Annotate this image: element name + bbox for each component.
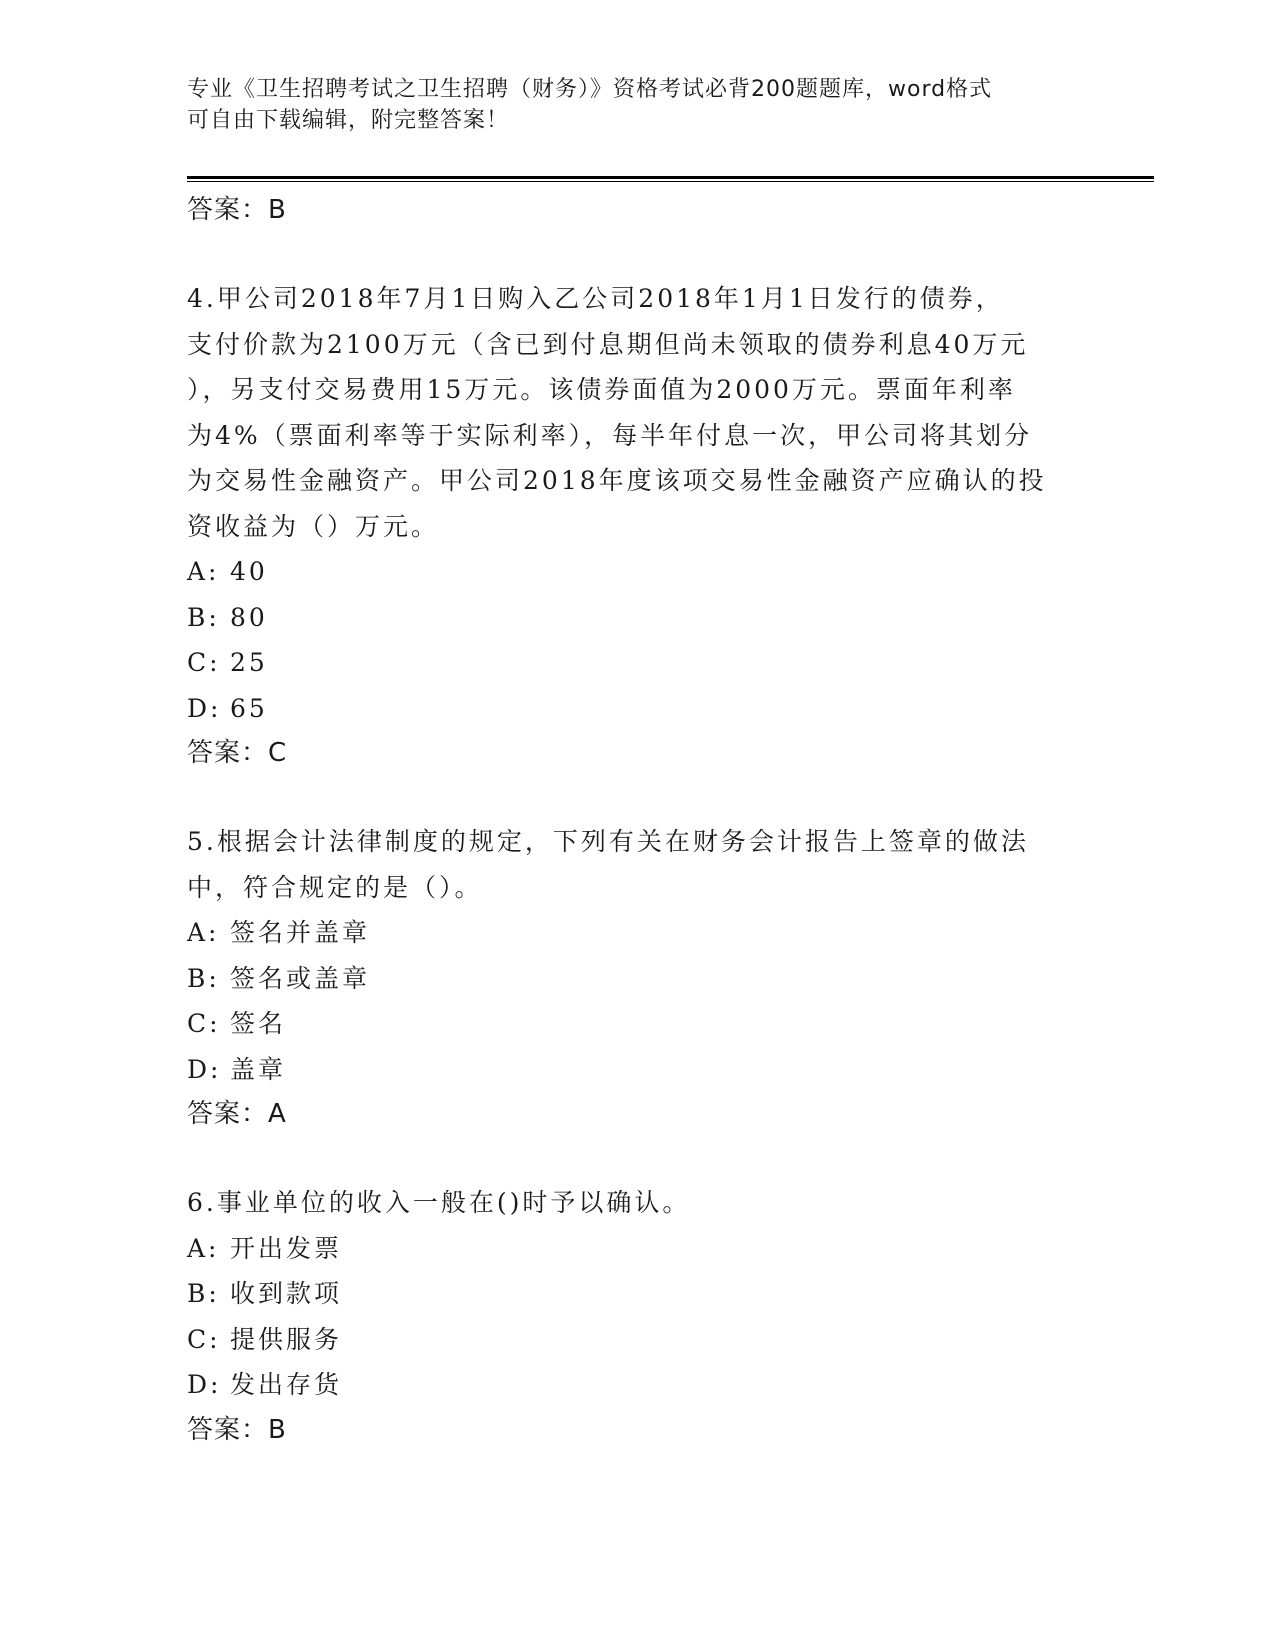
question-text-line: 为4%（票面利率等于实际利率），每半年付息一次，甲公司将其划分 <box>187 420 1033 450</box>
header-line-1: 专业《卫生招聘考试之卫生招聘（财务）》资格考试必背200题题库，word格式 <box>187 77 993 102</box>
option-text: 收到款项 <box>230 1279 343 1308</box>
question-text-line: 支付价款为2100万元（含已到付息期但尚未领取的债券利息40万元 <box>187 329 1029 359</box>
option-a <box>187 549 1087 595</box>
document-header <box>187 74 1067 136</box>
question-item <box>187 819 1087 1137</box>
answer-line <box>187 1092 1087 1137</box>
option-key: B: <box>187 602 220 632</box>
option-d <box>187 1047 1087 1093</box>
header-line-2: 可自由下载编辑，附完整答案！ <box>187 108 510 133</box>
option-key: C: <box>187 1009 221 1038</box>
option-c <box>187 640 1087 686</box>
option-d <box>187 686 1087 732</box>
option-a <box>187 1226 1087 1272</box>
header-divider-thin <box>187 181 1154 182</box>
question-item <box>187 276 1087 776</box>
option-text: 25 <box>230 648 268 677</box>
question-text <box>187 276 1087 549</box>
option-key: B: <box>187 1279 220 1308</box>
option-c <box>187 1317 1087 1363</box>
option-text: 签名并盖章 <box>230 918 371 947</box>
option-text: 40 <box>230 557 268 586</box>
answer-line <box>187 731 1087 776</box>
question-text-line: 中，符合规定的是（）。 <box>187 872 483 902</box>
option-text: 提供服务 <box>230 1324 343 1354</box>
question-list <box>187 188 1087 1453</box>
option-text: 开出发票 <box>230 1233 343 1263</box>
option-b <box>187 595 1087 641</box>
answer-value: A <box>268 1099 287 1129</box>
option-key: D: <box>187 1054 222 1084</box>
question-text <box>187 819 1087 910</box>
option-text: 签名 <box>230 1009 287 1038</box>
question-text-line: 6.事业单位的收入一般在()时予以确认。 <box>187 1188 691 1217</box>
option-key: D: <box>187 693 222 723</box>
answer-value: B <box>268 195 287 225</box>
option-key: A: <box>187 557 220 586</box>
option-c <box>187 1001 1087 1047</box>
question-item <box>187 1180 1087 1453</box>
answer-value: B <box>268 1414 287 1445</box>
option-key: C: <box>187 1324 221 1354</box>
question-text-line: 为交易性金融资产。甲公司2018年度该项交易性金融资产应确认的投 <box>187 466 1047 495</box>
option-text: 盖章 <box>230 1054 287 1084</box>
option-b <box>187 1271 1087 1317</box>
answer-label: 答案： <box>187 195 269 225</box>
option-a <box>187 910 1087 956</box>
option-d <box>187 1362 1087 1408</box>
answer-label: 答案： <box>187 1099 269 1129</box>
option-key: D: <box>187 1370 222 1399</box>
question-text-line: 资收益为（）万元。 <box>187 511 440 541</box>
question-text-line: ），另支付交易费用15万元。该债券面值为2000万元。票面年利率 <box>187 375 1016 404</box>
option-text: 65 <box>230 693 268 723</box>
answer-value: C <box>268 738 288 768</box>
answer-label: 答案： <box>187 1414 269 1445</box>
answer-line <box>187 1408 1087 1453</box>
option-b <box>187 956 1087 1002</box>
header-divider-thick <box>187 176 1154 179</box>
answer-label: 答案： <box>187 738 269 768</box>
question-text-line: 4.甲公司2018年7月1日购入乙公司2018年1月1日发行的债券， <box>187 284 1004 313</box>
question-text <box>187 1180 1087 1226</box>
option-key: C: <box>187 648 221 677</box>
option-text: 80 <box>230 602 268 632</box>
question-text-line: 5.根据会计法律制度的规定，下列有关在财务会计报告上签章的做法 <box>187 827 1029 856</box>
option-key: A: <box>187 1233 220 1263</box>
option-key: B: <box>187 963 220 993</box>
option-text: 发出存货 <box>230 1370 343 1399</box>
option-key: A: <box>187 918 220 947</box>
option-text: 签名或盖章 <box>230 963 371 993</box>
answer-line <box>187 188 1087 233</box>
